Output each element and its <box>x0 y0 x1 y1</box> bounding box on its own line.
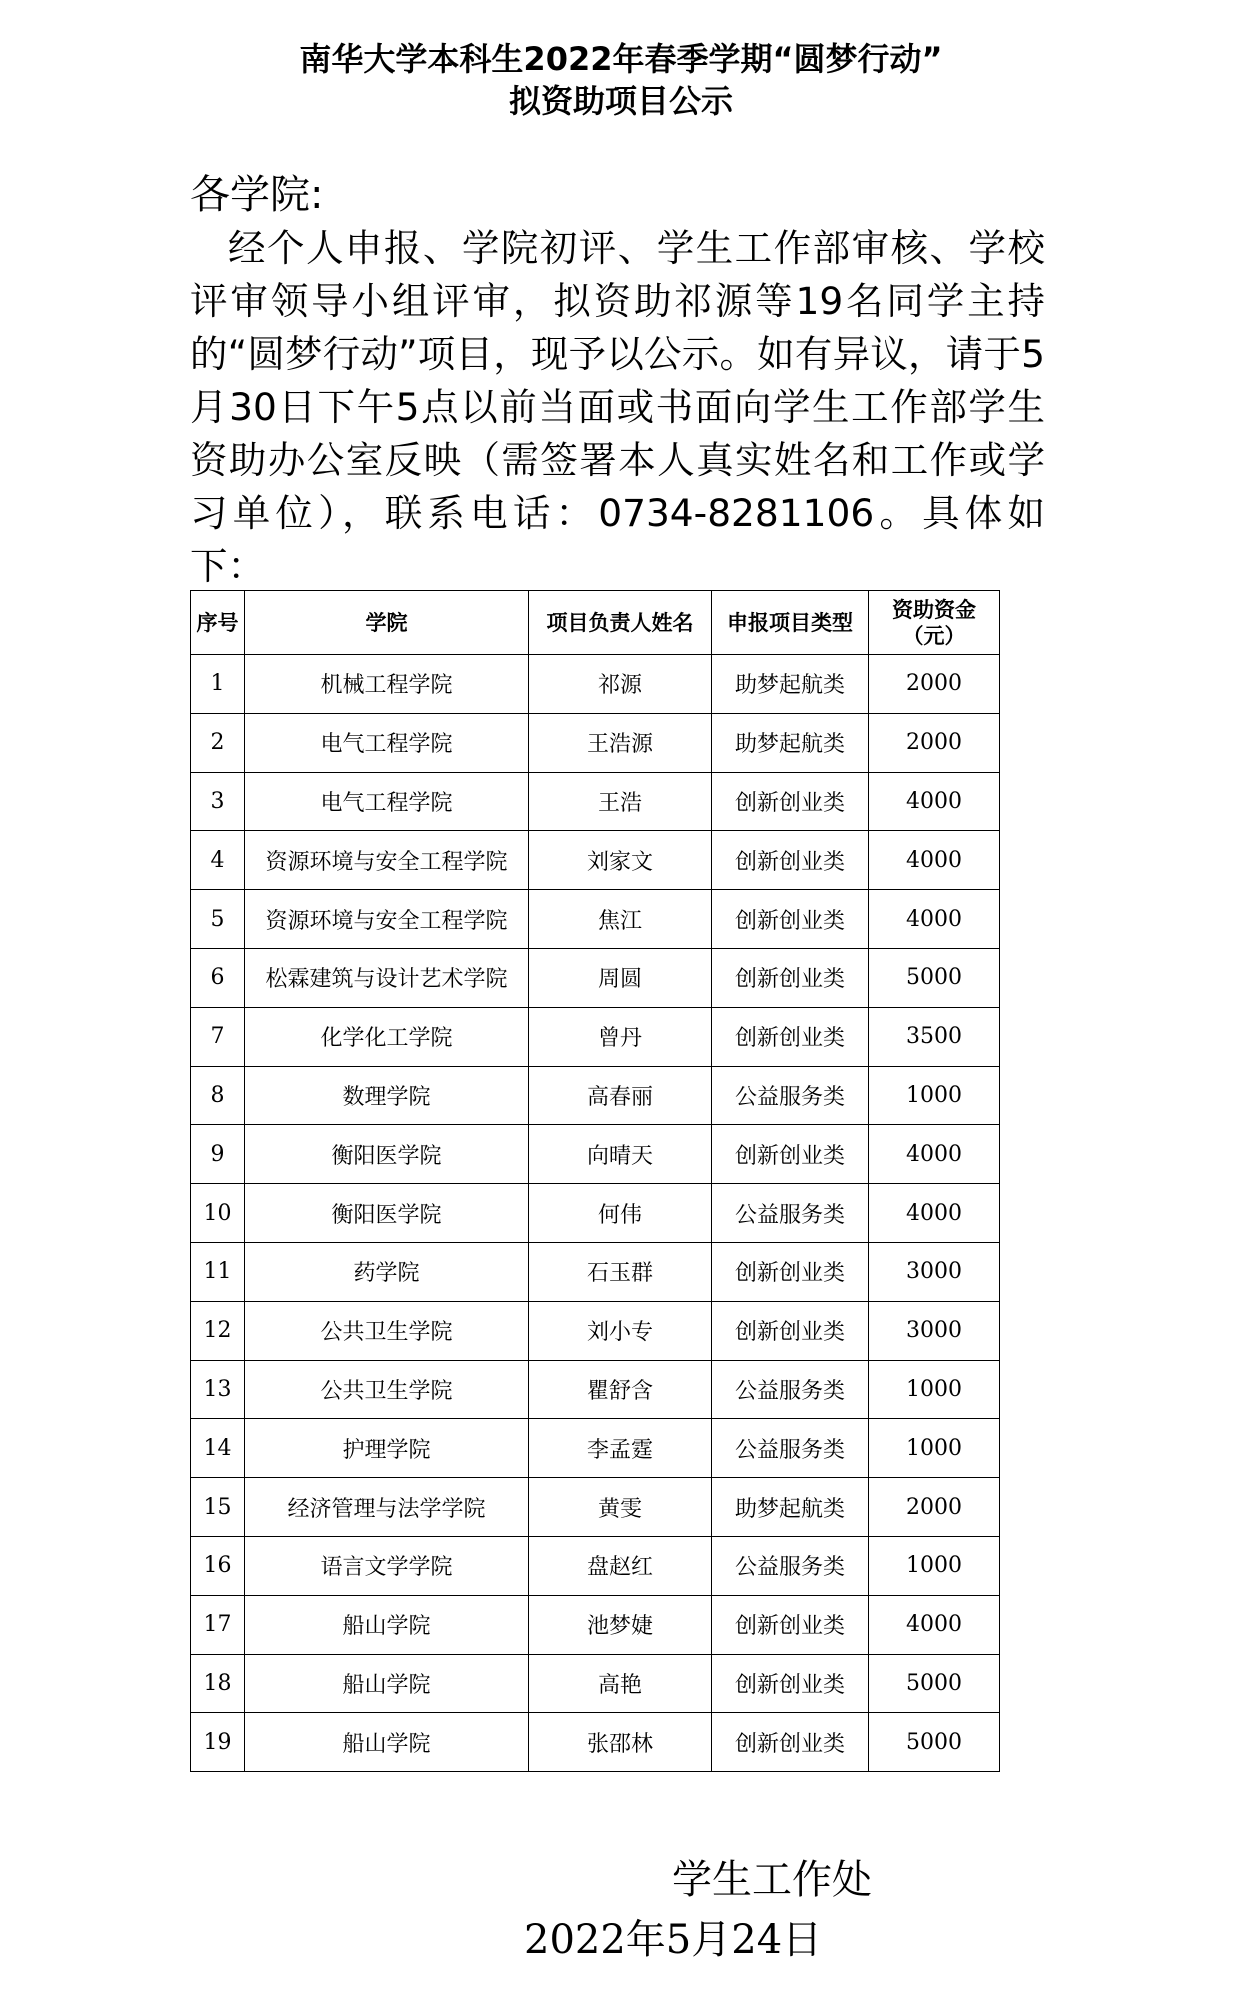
table-row <box>191 1301 1000 1360</box>
signature-date: 2022年5月24日 <box>524 1917 823 1963</box>
cell-funding-amount: 4000 <box>869 772 1000 831</box>
cell-project-type: 助梦起航类 <box>712 1478 869 1537</box>
cell-index: 15 <box>191 1478 245 1537</box>
salutation: 各学院: <box>190 172 324 218</box>
cell-college: 经济管理与法学学院 <box>245 1478 529 1537</box>
cell-funding-amount: 4000 <box>869 1125 1000 1184</box>
cell-funding-amount: 5000 <box>869 1654 1000 1713</box>
cell-index: 6 <box>191 948 245 1007</box>
cell-leader-name: 刘小专 <box>529 1301 712 1360</box>
cell-project-type: 公益服务类 <box>712 1066 869 1125</box>
table-row <box>191 1242 1000 1301</box>
cell-leader-name: 曾丹 <box>529 1007 712 1066</box>
table-row <box>191 831 1000 890</box>
cell-funding-amount: 5000 <box>869 948 1000 1007</box>
header-college: 学院 <box>245 591 529 655</box>
cell-leader-name: 李孟霆 <box>529 1419 712 1478</box>
cell-funding-amount: 3500 <box>869 1007 1000 1066</box>
funding-table <box>190 590 1000 1772</box>
table-row <box>191 772 1000 831</box>
cell-leader-name: 何伟 <box>529 1184 712 1243</box>
cell-college: 衡阳医学院 <box>245 1125 529 1184</box>
cell-college: 电气工程学院 <box>245 772 529 831</box>
cell-funding-amount: 4000 <box>869 831 1000 890</box>
cell-college: 资源环境与安全工程学院 <box>245 890 529 949</box>
header-leader-name: 项目负责人姓名 <box>529 591 712 655</box>
table-body <box>191 655 1000 1772</box>
cell-college: 船山学院 <box>245 1654 529 1713</box>
cell-leader-name: 王浩源 <box>529 713 712 772</box>
cell-funding-amount: 1000 <box>869 1536 1000 1595</box>
cell-college: 电气工程学院 <box>245 713 529 772</box>
cell-funding-amount: 2000 <box>869 713 1000 772</box>
cell-project-type: 创新创业类 <box>712 1713 869 1772</box>
cell-funding-amount: 5000 <box>869 1713 1000 1772</box>
table-row <box>191 1595 1000 1654</box>
table-row <box>191 1125 1000 1184</box>
cell-leader-name: 王浩 <box>529 772 712 831</box>
table-row <box>191 890 1000 949</box>
table-row <box>191 713 1000 772</box>
document-title-line2: 拟资助项目公示 <box>508 82 733 120</box>
cell-funding-amount: 3000 <box>869 1242 1000 1301</box>
cell-index: 17 <box>191 1595 245 1654</box>
cell-index: 9 <box>191 1125 245 1184</box>
table-row <box>191 1478 1000 1537</box>
cell-project-type: 公益服务类 <box>712 1536 869 1595</box>
cell-leader-name: 石玉群 <box>529 1242 712 1301</box>
cell-index: 5 <box>191 890 245 949</box>
cell-project-type: 创新创业类 <box>712 890 869 949</box>
table-row <box>191 1360 1000 1419</box>
cell-funding-amount: 2000 <box>869 1478 1000 1537</box>
table-row <box>191 1419 1000 1478</box>
cell-index: 19 <box>191 1713 245 1772</box>
cell-project-type: 创新创业类 <box>712 1595 869 1654</box>
cell-index: 11 <box>191 1242 245 1301</box>
cell-college: 衡阳医学院 <box>245 1184 529 1243</box>
cell-college: 机械工程学院 <box>245 655 529 714</box>
cell-project-type: 创新创业类 <box>712 1125 869 1184</box>
notice-body: 经个人申报、学院初评、学生工作部审核、学校评审领导小组评审，拟资助祁源等19名同学主持的“圆梦行动”项目，现予以公示。如有异议，请于5月30日下午5点以前当面或书面向学生工作部学生资助办公室反映（需签署本人真实姓名和工作或学习单位），联系电话：0734-8281106。具体如下： <box>190 226 1045 588</box>
cell-leader-name: 焦江 <box>529 890 712 949</box>
cell-index: 1 <box>191 655 245 714</box>
cell-project-type: 公益服务类 <box>712 1360 869 1419</box>
table-row <box>191 1713 1000 1772</box>
cell-college: 船山学院 <box>245 1713 529 1772</box>
cell-project-type: 创新创业类 <box>712 772 869 831</box>
cell-leader-name: 池梦婕 <box>529 1595 712 1654</box>
cell-college: 药学院 <box>245 1242 529 1301</box>
cell-leader-name: 周圆 <box>529 948 712 1007</box>
cell-funding-amount: 4000 <box>869 1184 1000 1243</box>
cell-index: 18 <box>191 1654 245 1713</box>
signature-unit: 学生工作处 <box>672 1857 872 1903</box>
table-row <box>191 1184 1000 1243</box>
cell-project-type: 助梦起航类 <box>712 655 869 714</box>
table-row <box>191 1066 1000 1125</box>
header-index: 序号 <box>191 591 245 655</box>
cell-project-type: 创新创业类 <box>712 1301 869 1360</box>
cell-index: 8 <box>191 1066 245 1125</box>
table-row <box>191 1654 1000 1713</box>
cell-funding-amount: 4000 <box>869 890 1000 949</box>
cell-leader-name: 向晴天 <box>529 1125 712 1184</box>
cell-funding-amount: 2000 <box>869 655 1000 714</box>
cell-funding-amount: 1000 <box>869 1360 1000 1419</box>
cell-college: 资源环境与安全工程学院 <box>245 831 529 890</box>
cell-index: 4 <box>191 831 245 890</box>
document-title-line1: 南华大学本科生2022年春季学期“圆梦行动” <box>299 40 943 78</box>
table-row <box>191 1007 1000 1066</box>
header-funding-amount: 资助资金（元） <box>869 591 1000 655</box>
cell-index: 7 <box>191 1007 245 1066</box>
cell-index: 2 <box>191 713 245 772</box>
cell-funding-amount: 1000 <box>869 1066 1000 1125</box>
cell-funding-amount: 3000 <box>869 1301 1000 1360</box>
cell-college: 松霖建筑与设计艺术学院 <box>245 948 529 1007</box>
cell-index: 13 <box>191 1360 245 1419</box>
cell-leader-name: 祁源 <box>529 655 712 714</box>
cell-college: 护理学院 <box>245 1419 529 1478</box>
cell-leader-name: 刘家文 <box>529 831 712 890</box>
cell-project-type: 创新创业类 <box>712 1242 869 1301</box>
cell-index: 3 <box>191 772 245 831</box>
cell-college: 语言文学学院 <box>245 1536 529 1595</box>
cell-project-type: 创新创业类 <box>712 948 869 1007</box>
cell-leader-name: 黄雯 <box>529 1478 712 1537</box>
table-row <box>191 1536 1000 1595</box>
table-row <box>191 655 1000 714</box>
cell-project-type: 创新创业类 <box>712 831 869 890</box>
cell-project-type: 助梦起航类 <box>712 713 869 772</box>
cell-leader-name: 张邵林 <box>529 1713 712 1772</box>
cell-index: 12 <box>191 1301 245 1360</box>
cell-leader-name: 盘赵红 <box>529 1536 712 1595</box>
cell-college: 船山学院 <box>245 1595 529 1654</box>
cell-college: 化学化工学院 <box>245 1007 529 1066</box>
cell-leader-name: 高春丽 <box>529 1066 712 1125</box>
cell-funding-amount: 4000 <box>869 1595 1000 1654</box>
table-row <box>191 948 1000 1007</box>
cell-project-type: 创新创业类 <box>712 1654 869 1713</box>
cell-index: 14 <box>191 1419 245 1478</box>
header-project-type: 申报项目类型 <box>712 591 869 655</box>
table-header-row <box>191 591 1000 655</box>
cell-index: 16 <box>191 1536 245 1595</box>
cell-leader-name: 高艳 <box>529 1654 712 1713</box>
cell-project-type: 创新创业类 <box>712 1007 869 1066</box>
cell-project-type: 公益服务类 <box>712 1184 869 1243</box>
cell-leader-name: 瞿舒含 <box>529 1360 712 1419</box>
cell-college: 公共卫生学院 <box>245 1301 529 1360</box>
cell-funding-amount: 1000 <box>869 1419 1000 1478</box>
cell-college: 公共卫生学院 <box>245 1360 529 1419</box>
cell-college: 数理学院 <box>245 1066 529 1125</box>
cell-index: 10 <box>191 1184 245 1243</box>
cell-project-type: 公益服务类 <box>712 1419 869 1478</box>
